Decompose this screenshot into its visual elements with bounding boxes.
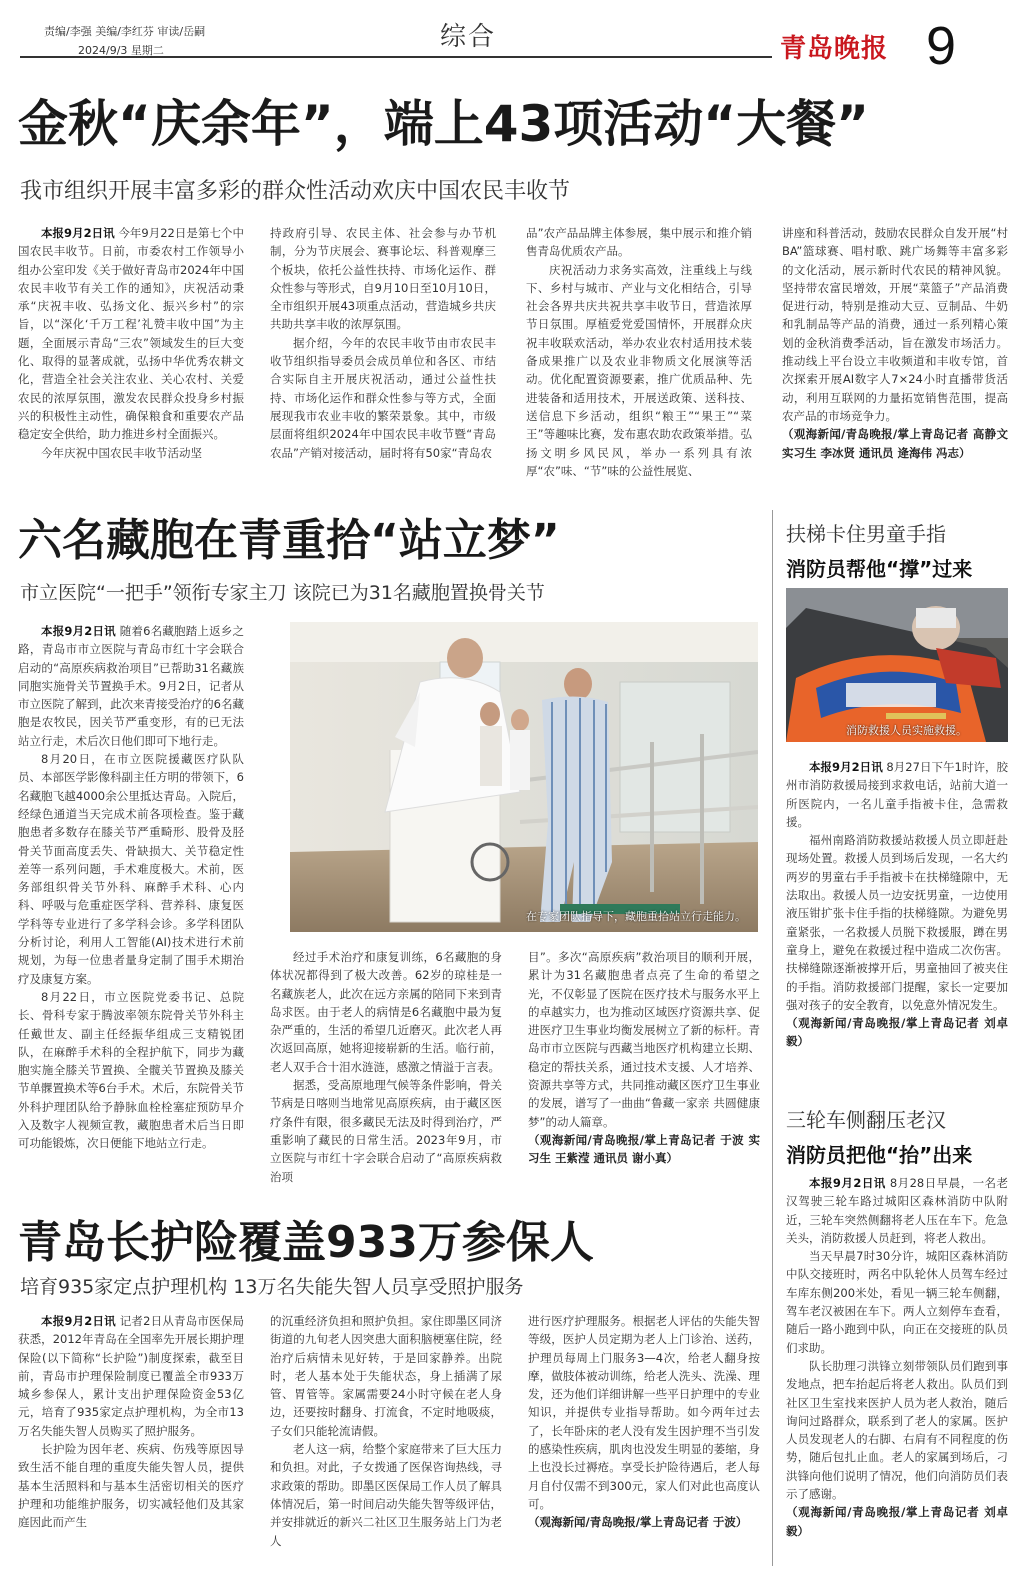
dateline: 本报9月2日讯 [41,1314,116,1328]
paragraph: 目”。多次“高原疾病”救治项目的顺利开展，累计为31名藏胞患者点亮了生命的希望之光，不仅彰显了医院在医疗技术与服务水平上的卓越实力，也为推动区域医疗资源共享、促进医疗卫生事业均衡发展树立了新的标杆。青岛市市立医院与西藏当地医疗机构建立长期、稳定的帮扶关系，通过技术支援、人才培养、资源共享等方式，共同推动藏区医疗卫生事业的发展，谱写了一曲曲“鲁藏一家亲 共圆健康梦”的动人篇章。 [528,950,760,1129]
escalator-rescue-photo [786,588,1008,742]
editor-line: 责编/李强 美编/李红芬 审读/岳嗣 [44,25,206,38]
article1-column-1 [18,224,244,490]
paragraph: 品”农产品品牌主体参展，集中展示和推介销售青岛优质农产品。 [526,226,752,259]
article3-column-3 [528,1312,760,1564]
article1-column-2 [270,224,496,490]
page-number: 9 [926,16,957,76]
paragraph: 8月22日，市立医院党委书记、总院长、骨科专家于腾波率领东院骨关节外科主任戴世友、副主任经振华组成三支精锐团队，在麻醉手术科的全程护航下，同步为藏胞实施全膝关节置换、全髋关节置换及膝关节单髁置换术等6台手术。术后，东院骨关节外科护理团队给予静脉血栓栓塞症预防早介入及数字人视频宣教，藏胞患者术后当日即可功能锻炼，次日便能下地站立行走。 [18,989,244,1151]
paragraph: 8月20日，在市立医院援藏医疗队队员、本部医学影像科副主任方明的带领下，6名藏胞飞越4000余公里抵达青岛。入院后，经绿色通道当天完成术前各项检查。鉴于藏胞患者多数存在膝关节严重畸形、股骨及胫骨关节面高度丢失、骨缺损大、关节稳定性差等一系列问题，手术难度极大。术前，医务部组织骨关节外科、麻醉手术科、心内科、呼吸与危重症医学科、营养科、康复医学科等专业进行了多学科会诊。多学科团队分析讨论，利用人工智能(AI)技术进行术前规划，为每一位患者量身定制了围手术期治疗及康复方案。 [18,752,244,986]
paragraph: 经过手术治疗和康复训练，6名藏胞的身体状况都得到了极大改善。62岁的琼桂是一名藏族老人，此次在远方亲属的陪同下来到青岛求医。由于老人的病情是6名藏胞中最为复杂严重的，生活的希望几近磨灭。此次老人再次返回高原，她将迎接崭新的生活。临行前，老人双手合十泪水涟涟，感激之情溢于言表。 [270,950,502,1074]
side1-title-line2: 消防员帮他“撑”过来 [786,557,973,581]
paragraph: 8月27日下午1时许，胶州市消防救援局接到求救电话，站前大道一所医院内，一名儿童手指被卡住，急需救援。 [786,760,1008,829]
byline: （观海新闻/青岛晚报/掌上青岛记者 高静文 实习生 李冰贤 通讯员 逄海伟 冯志） [782,427,1008,460]
paragraph: 长护险为因年老、疾病、伤残等原因导致生活不能自理的重度失能失智人员，提供基本生活照料和与基本生活密切相关的医疗护理和功能维护服务，切实减轻他们及其家庭因此而产生 [18,1442,244,1530]
dateline: 本报9月2日讯 [41,624,116,638]
side1-headline [786,518,972,582]
date-line: 2024/9/3 星期二 [78,44,164,57]
dateline: 本报9月2日讯 [809,760,883,774]
side2-body [786,1174,1008,1566]
article1-column-4 [782,224,1008,490]
paragraph: 庆祝活动力求务实高效，注重线上与线下、乡村与城市、产业与文化相结合，引导社会各界共庆共祝共享丰收节日，营造浓厚节日氛围。厚植爱党爱国情怀，开展群众庆祝丰收联欢活动，举办农业农村适用技术装备成果推广以及农业非物质文化展演等活动。优化配置资源要素，推广优质品种、先进装备和适用技术，开展送政策、送科技、送信息下乡活动，组织“粮王”“果王”“菜王”等趣味比赛，发布惠农助农政策举措。弘扬文明乡风民风，举办一系列具有浓厚“农”味、“节”味的公益性展览、 [526,262,752,478]
article3-title: 青岛长护险覆盖933万参保人 [18,1217,594,1268]
header-rule [20,56,772,58]
paragraph: 据介绍，今年的农民丰收节由市农民丰收节组织指导委员会成员单位和各区、市结合实际自主开展庆祝活动，通过公益性扶持、市场化运作和群众性参与等方式，全面展现我市农业丰收的繁荣景象。其中，市级层面将组织2024年中国农民丰收节暨“青岛农品”产销对接活动，届时将有50家“青岛农 [270,335,496,460]
article2-column-2 [270,948,502,1190]
paragraph: 8月28日早晨，一名老汉驾驶三轮车路过城阳区森林消防中队附近，三轮车突然侧翻将老人压在车下。危急关头，消防救援人员赶到，将老人救出。 [786,1176,1008,1245]
article2-title: 六名藏胞在青重拾“站立梦” [18,515,560,566]
byline: （观海新闻/青岛晚报/掌上青岛记者 刘卓毅） [786,1505,1008,1538]
article3-subtitle: 培育935家定点护理机构 13万名失能失智人员享受照护服务 [20,1276,524,1298]
article2-photo [290,622,758,932]
editor-info [44,22,205,60]
article2-column-1 [18,622,244,1190]
paragraph: 福州南路消防救援站救援人员立即赶赴现场处置。救援人员到场后发现，一名大约两岁的男童右手手指被卡在扶梯缝隙中，无法取出。救援人员一边安抚男童，一边使用液压钳扩张卡住手指的扶梯缝隙。为避免男童紧张，一名救援人员脱下救援服，蹲在男童身上，避免在救援过程中造成二次伤害。扶梯缝隙逐渐被撑开后，男童抽回了被夹住的手指。消防救援部门提醒，家长一定要加强对孩子的安全教育，以免意外情况发生。 [786,833,1008,1012]
paragraph: 持政府引导、农民主体、社会参与办节机制，分为节庆展会、赛事论坛、科普观摩三个板块，依托公益性扶持、市场化运作、群众性参与等形式，自9月10日至10月10日，全市组织开展43项重点活动，营造城乡共庆共助共享丰收的浓厚氛围。 [270,226,496,332]
paragraph: 讲座和科普活动，鼓励农民群众自发开展“村BA”篮球赛、唱村歌、跳广场舞等丰富多彩的文化活动，展示新时代农民的精神风貌。坚持带农富民增效，开展“菜篮子”产品消费促进行动，特别是推动大豆、豆制品、牛奶和乳制品等产品的消费，通过一系列精心策划的金秋消费季活动，旨在激发市场活力。推动线上平台设立丰收频道和丰收专馆，首次探索开展AI数字人7×24小时直播带货活动，利用互联网的力量拓宽销售范围，提高农产品的市场竞争力。 [782,226,1008,423]
dateline: 本报9月2日讯 [809,1176,886,1190]
hospital-rehab-photo [290,622,758,932]
sidebar-divider [772,510,773,1566]
paragraph: 队长肋理刁洪锋立刻带领队员们跑到事发地点，把车抬起后将老人救出。队员们到社区卫生室找来医护人员为老人救治，随后询问过路群众，联系到了老人的家属。医护人员发现老人的右脚、右肩有不同程度的伤势，随后包扎止血。老人的家属到场后，刁洪锋向他们说明了情况，他们向消防员们表示了感谢。 [786,1358,1008,1502]
newspaper-logo: 青岛晚报 [780,34,889,64]
article1-title: 金秋“庆余年”，端上43项活动“大餐” [18,95,870,153]
paragraph: 今年庆祝中国农民丰收节活动坚 [41,445,202,460]
paragraph: 老人这一病，给整个家庭带来了巨大压力和负担。对此，子女拨通了医保咨询热线，寻求政策的帮助。即墨区医保局工作人员了解具体情况后，第一时间启动失能失智等级评估，并安排就近的新兴二社区卫生服务站上门为老人 [270,1442,502,1548]
paragraph: 今年9月22日是第七个中国农民丰收节。日前，市委农村工作领导小组办公室印发《关于做好青岛市2024年中国农民丰收节有关工作的通知》，庆祝活动秉承“庆祝丰收、弘扬文化、振兴乡村”的宗旨，以“深化‘千万工程’礼赞丰收中国”为主题，全面展示青岛“三农”领域发生的巨大变化、取得的显著成就，弘扬中华优秀农耕文化，营造全社会关注农业、关心农村、关爱农民的浓厚氛围，激发农民群众投身乡村振兴的积极性主动性，确保粮食和重要农产品稳定安全供给，助力推进乡村全面振兴。 [18,226,244,442]
article1-subtitle: 我市组织开展丰富多彩的群众性活动欢庆中国农民丰收节 [20,179,571,204]
photo-caption: 消防救援人员实施救援。 [846,724,967,737]
byline: （观海新闻/青岛晚报/掌上青岛记者 于波） [528,1515,748,1530]
paragraph: 据悉，受高原地理气候等条件影响，骨关节病是日喀则当地常见高原疾病，由于藏区医疗条件有限，很多藏民无法及时得到治疗，严重影响了藏民的日常生活。2023年9月，市立医院与市红十字会联合启动了“高原疾病救治项 [270,1078,502,1184]
page-header [0,0,1024,78]
article1-column-3 [526,224,752,490]
side2-headline [786,1104,972,1168]
photo-caption: 在专家团队指导下，藏胞重拾站立行走能力。 [526,910,746,923]
side2-title-line2: 消防员把他“抬”出来 [786,1143,973,1167]
section-name: 综合 [440,22,497,52]
side2-title-line1: 三轮车侧翻压老汉 [786,1108,946,1132]
dateline: 本报9月2日讯 [41,226,115,240]
side1-body [786,758,1008,1070]
article2-subtitle: 市立医院“一把手”领衔专家主刀 该院已为31名藏胞置换骨关节 [20,582,545,604]
paragraph: 进行医疗护理服务。根据老人评估的失能失智等级，医护人员定期为老人上门诊治、送药，护理员每周上门服务3—4次，给老人翻身按摩，做肢体被动训练，给老人洗头、洗澡、理发，还为他们详细讲解一些平日护理中的专业知识，并提供专业指导帮助。如今两年过去了，长年卧床的老人没有发生因护理不当引发的感染性疾病，肌肉也没发生明显的萎缩，身上也没长过褥疮。享受长护险待遇后，老人每月自付仅需不到300元，家人们对此也高度认可。 [528,1314,760,1511]
byline: （观海新闻/青岛晚报/掌上青岛记者 于波 实习生 王紫滢 通讯员 谢小真） [528,1132,760,1166]
byline: （观海新闻/青岛晚报/掌上青岛记者 刘卓毅） [786,1016,1008,1049]
article2-column-3 [528,948,760,1190]
article3-column-2 [270,1312,502,1564]
side1-photo [786,588,1008,742]
paragraph: 随着6名藏胞踏上返乡之路，青岛市市立医院与青岛市红十字会联合启动的“高原疾病救治项目”已帮助31名藏族同胞实施骨关节置换手术。9月2日，记者从市立医院了解到，此次来青接受治疗的6名藏胞是农牧民，因关节严重变形，有的已无法站立行走，术后次日他们即可下地行走。 [18,624,244,748]
paragraph: 记者2日从青岛市医保局获悉，2012年青岛在全国率先开展长期护理保险(以下简称“长护险”)制度探索，截至目前，青岛市护理保险制度已覆盖全市933万城乡参保人，累计支出护理保险资金53亿元，培育了935家定点护理机构，为全市13万名失能失智人员购买了照护服务。 [18,1314,244,1438]
paragraph: 的沉重经济负担和照护负担。家住即墨区同济街道的九旬老人因突患大面积脑梗塞住院，经治疗后病情未见好转，于是回家静养。出院时，老人基本处于失能状态，身上插满了尿管、胃管等。家属需要24小时守候在老人身边，还要按时翻身、打流食，不定时地吸痰，子女们只能轮流请假。 [270,1314,502,1438]
paragraph: 当天早晨7时30分许，城阳区森林消防中队交接班时，两名中队轮休人员驾车经过车库东侧200米处，看见一辆三轮车侧翻，驾车老汉被困在车下。两人立刻停车查看，随后一路小跑到中队，向正在交接班的队员们求助。 [786,1249,1008,1355]
article3-column-1 [18,1312,244,1564]
side1-title-line1: 扶梯卡住男童手指 [786,522,946,546]
